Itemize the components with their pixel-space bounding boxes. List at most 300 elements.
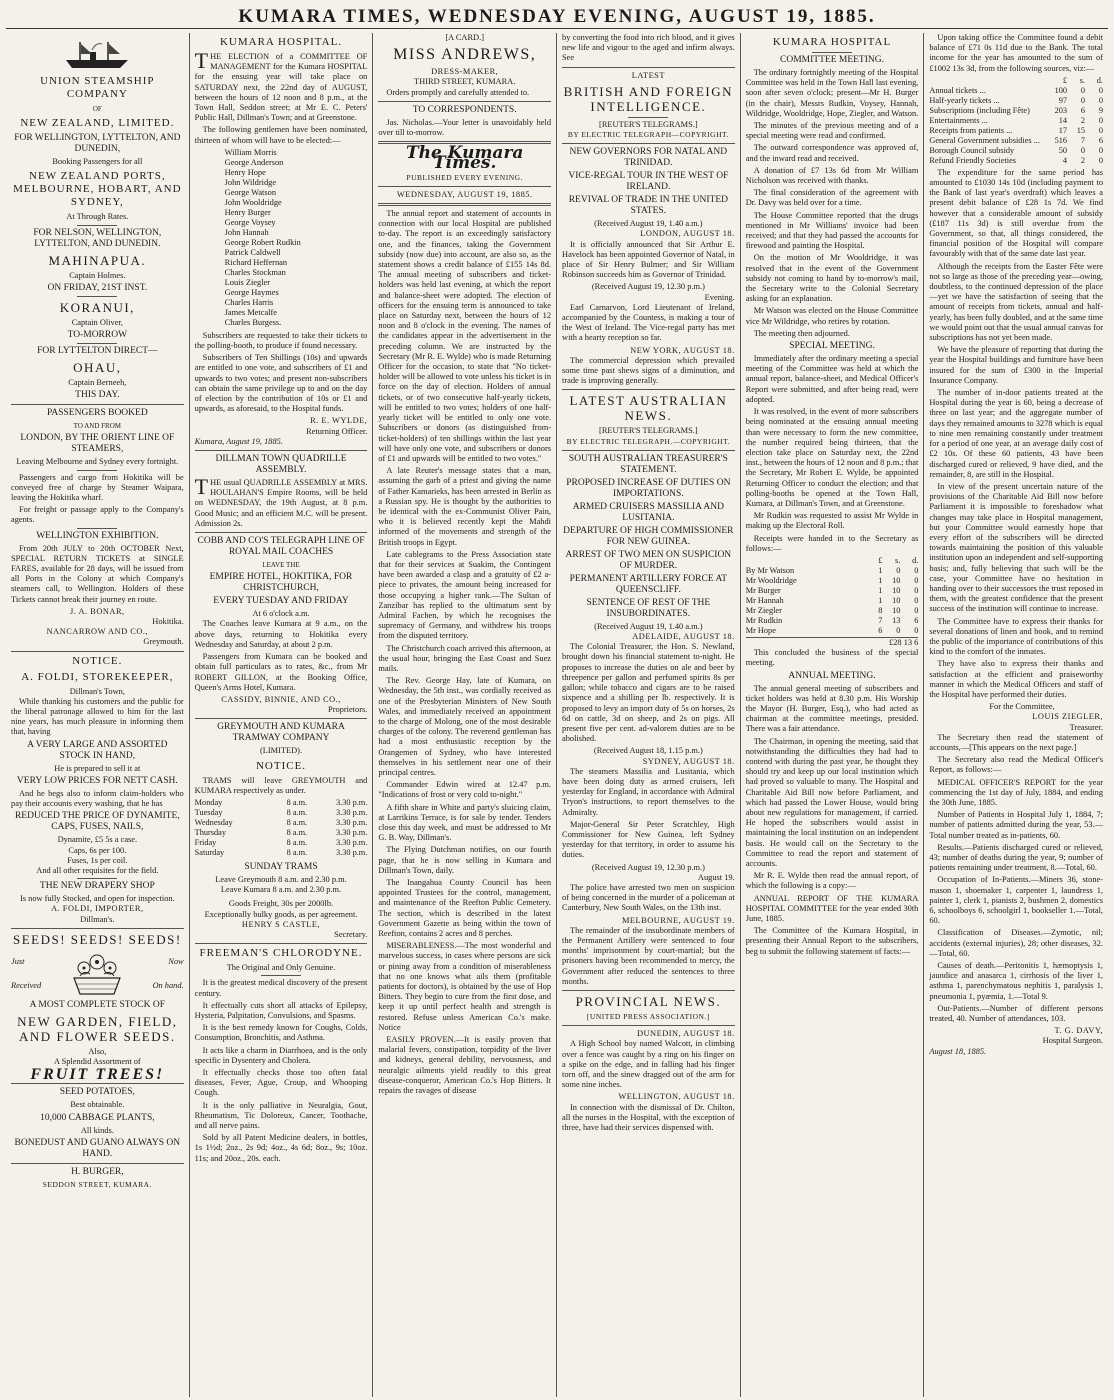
headline-artillery: PERMANENT ARTILLERY FORCE AT QUEENSCLIFF.: [569, 573, 728, 595]
schedule-am: 8 a.m.: [286, 827, 308, 837]
special-4: Receipts were handed in to the Secretary as follows:—: [745, 533, 919, 553]
provincial-heading: PROVINCIAL NEWS.: [575, 993, 722, 1009]
quadrille-text: THE usual QUADRILLE ASSEMBLY at MRS. HOULAHAN'S Empire Rooms, will be held on WEDNESDAY, the 19th August, at 8 p.m. Good Music; and an efficient M.C. will be present. Admission 2s.: [194, 474, 368, 528]
money-s: 2: [1080, 155, 1086, 165]
tramway-limited: (LIMITED).: [259, 746, 303, 756]
money-d: 0: [914, 605, 919, 615]
money-s: 2: [1080, 115, 1086, 125]
medical-4: Classification of Diseases.—Zymotic, nil; accidents (external injuries), 28; other diseases, 32.—Total, 60.: [929, 928, 1104, 958]
australian-news-heading: LATEST AUSTRALIAN NEWS.: [569, 393, 728, 424]
electric-telegraph: BY ELECTRIC TELEGRAPH—COPYRIGHT.: [567, 130, 729, 140]
sunday-greymouth: Leave Greymouth 8 a.m. and 2.30 p.m.: [215, 874, 347, 884]
meeting-8: Mr Watson was elected on the House Committee vice Mr Wildridge, who retires by rotation.: [745, 306, 919, 326]
dateline-dunedin: DUNEDIN, AUGUST 18.: [636, 1029, 735, 1039]
sunday-kumara: Leave Kumara 8 a.m. and 2.30 p.m.: [220, 885, 342, 895]
report-3: Although the receipts from the Easter Fête were not so large as those of the preceding year—owing, doubtless, to the continued depression of the place—yet we have the satisfaction of seeing that the amount of receipts from tickets, annual and half-yearly, has been fully doubled, and at the same time we would point out that the usual annual canvas for subscriptions has not yet been made.: [929, 261, 1104, 343]
ohau: OHAU,: [73, 360, 122, 376]
ziegler-name: LOUIS ZIEGLER,: [1032, 712, 1104, 722]
money-name: Mr Wooldridge: [745, 575, 797, 585]
money-name: Half-yearly tickets ...: [929, 95, 1000, 105]
continued-text: by converting the food into rich blood, and it gives new life and vigour to the aged and infirm always. See: [562, 33, 735, 63]
money-l: 8: [878, 605, 883, 615]
money-row: [746, 606, 919, 616]
money-s: 10: [892, 595, 901, 605]
mahinapua: MAHINAPUA.: [48, 252, 147, 268]
money-d: 0: [1098, 95, 1104, 105]
meeting-2: The minutes of the previous meeting and of a special meeting were read and confirmed.: [745, 121, 919, 141]
australian-reuters: [REUTER'S TELEGRAMS.]: [599, 426, 698, 436]
headline-duties: PROPOSED INCREASE OF DUTIES ON IMPORTATIONS.: [566, 477, 731, 499]
column-5: [741, 33, 925, 1397]
proprietors: Proprietors.: [328, 705, 368, 715]
cargo-text: Passengers and cargo from Hokitika will be conveyed free of charge by Steamer Waipara, leaving the Hokitika wharf.: [11, 472, 184, 503]
money-row: [746, 566, 919, 576]
sunday-trams: SUNDAY TRAMS: [244, 861, 318, 872]
chlorodyne-6: It is the only palliative in Neuralgia, Gout, Rheumatism, Tic Doloreux, Cancer, Toothache, and all nerve pains.: [194, 1100, 368, 1130]
passengers-booked: PASSENGERS BOOKED: [46, 408, 148, 419]
money-header-row: [746, 556, 919, 566]
steamship-icon: [11, 37, 184, 71]
schedule-day: Monday: [194, 797, 223, 807]
schedule-day: Friday: [194, 837, 217, 847]
requisites: And all other requisites for the field.: [36, 865, 159, 875]
annual-report-title: ANNUAL REPORT OF THE KUMARA HOSPITAL COMMITTEE for the year ended 30th June, 1885.: [745, 893, 919, 924]
report-10: The Secretary also read the Medical Officer's Report, as follows:—: [929, 755, 1104, 775]
special-5: This concluded the business of the special meeting.: [745, 648, 919, 668]
money-name: Mr Burger: [745, 585, 781, 595]
provincial-2: In connection with the dismissal of Dr. Chilton, all the nurses in the Hospital, with the exception of three, have had their services dispensed with.: [562, 1102, 735, 1133]
chlorodyne-3: It is the best remedy known for Coughs, Colds, Consumption, Bronchitis, and Asthma.: [194, 1023, 368, 1043]
money-d: 0: [1098, 115, 1104, 125]
money-name: Annual tickets ...: [929, 85, 986, 95]
assortment: A Splendid Assortment of: [53, 1056, 141, 1066]
editorial-8: The Flying Dutchman notifies, on our fourth page, that he is now selling in Kumara and Dillman's Town, daily.: [378, 845, 552, 875]
received-2: (Received August 19, 12.30 p.m.): [591, 282, 705, 292]
nominee-name: Henry Burger: [224, 207, 271, 217]
receipts-total: £28 13 6: [746, 637, 919, 648]
drapery-heading: THE NEW DRAPERY SHOP: [39, 881, 155, 892]
schedule-am: 8 a.m.: [286, 847, 308, 857]
money-s: 13: [892, 615, 901, 625]
special-1: Immediately after the ordinary meeting a special meeting of the Committee was held at which the annual report, balance-sheet, and Medical Officer's Report were submitted, and after being read, were adopted.: [745, 354, 919, 404]
received-label: Received: [11, 980, 42, 990]
chlorodyne-2: It effectually cuts short all attacks of Epilepsy, Hysteria, Palpitation, Convulsions, and Spasms.: [194, 1000, 368, 1020]
reuters-label: [REUTER'S TELEGRAMS.]: [599, 119, 698, 129]
money-l: 1: [878, 595, 883, 605]
nominee-name: George Haymes: [224, 287, 279, 297]
now-label: Now: [168, 956, 184, 966]
schedule-pm: 3.30 p.m.: [335, 837, 368, 847]
large-stock: A VERY LARGE AND ASSORTED STOCK IN HAND,: [27, 739, 168, 761]
money-l: 97: [1058, 95, 1068, 105]
column-6: [924, 33, 1108, 1397]
coaches-text: The Coaches leave Kumara at 9 a.m., on the above days, returning to Hokitika every Wednesday and Saturday, at about 2 p.m.: [194, 619, 368, 649]
annual-2: The Chairman, in opening the meeting, said that notwithstanding the difficulties they had had to contend with during the past year, he thought they should try and keep up our local institution which had proved so valuable to many. The Hospital and Charitable Aid Bill now before Parliament, and which had passed the Lower House, would bring about new regulations for management, if carried. He hoped the subscribers would assist in maintaining the local institution on an independent basis. He would call on the Secretary to the Committee to read the report and statement of accounts.: [745, 736, 919, 868]
headline-sentence: SENTENCE OF REST OF THE INSUBORDINATES.: [586, 597, 711, 619]
column-4: [557, 33, 741, 1397]
nominee-name: George Anderson: [224, 157, 284, 167]
flower-basket-illustration: [11, 950, 184, 998]
meeting-9: The meeting then adjourned.: [753, 328, 850, 338]
bonar-place: Hokitika.: [152, 617, 184, 627]
medical-3: Occupation of In-Patients.—Miners 36, stone-mason 1, shoemaker 1, carpenter 1, laundress 1, painter 1, clerk 1, pianists 2, bushmen 2, domestics 6, schoolboys 6, schoolgirl 1, bookseller 1.—Total, 60.: [929, 875, 1104, 926]
goods-freight: Goods Freight, 30s per 2000lb.: [228, 899, 334, 909]
special-meeting: SPECIAL MEETING.: [789, 341, 875, 352]
headline-vice-regal: VICE-REGAL TOUR IN THE WEST OF IRELAND.: [568, 171, 729, 193]
chlorodyne-4: It acts like a charm in Diarrhoea, and is the only specific in Dysentery and Cholera.: [194, 1045, 368, 1065]
headline-arrest: ARREST OF TWO MEN ON SUSPICION OF MURDER.: [565, 549, 732, 571]
money-row: [746, 586, 919, 596]
nominee-name: William Morris: [224, 147, 277, 157]
money-name: General Government subsidies ...: [929, 135, 1040, 145]
just-label: Just: [11, 956, 25, 966]
dateline-evening: Evening.: [704, 292, 735, 302]
nominee-name: John Wooldridge: [224, 197, 282, 207]
nancarrow: NANCARROW AND CO.,: [46, 627, 149, 637]
nominated-text: The following gentlemen have been nominated, thirteen of whom will have to be elected:—: [194, 125, 368, 145]
on-hand-label: On hand.: [152, 980, 184, 990]
editorial-2: A late Reuter's message states that a man, assuming the garb of a priest and giving the name of Father Kamarieks, has been arrested in Berlin as a Russian spy. He is thought by the authorities to be identical with the ex-Communist Oliver Pain, who it is believed recently kept the Mahdi informed of the movements and strength of the British troops in Egypt.: [378, 466, 552, 547]
koranui: KORANUI,: [59, 299, 135, 315]
complete-stock: A MOST COMPLETE STOCK OF: [29, 999, 165, 1010]
money-s: 10: [892, 585, 901, 595]
correspondents-text: Jas. Nicholas.—Your letter is unavoidably held over till to-morrow.: [378, 117, 552, 138]
drapery-text: Is now fully Stocked, and open for inspection.: [19, 894, 175, 904]
exhibition-heading: WELLINGTON EXHIBITION.: [36, 530, 159, 541]
foldi-text: While thanking his customers and the public for the liberal patronage allowed to him for the last nine years, has much pleasure in informing them that, having: [11, 696, 184, 737]
hospital-heading: KUMARA HOSPITAL.: [219, 36, 343, 48]
annual-3: Mr R. E. Wylde then read the annual report, of which the following is a copy:—: [745, 871, 919, 891]
money-s: 0: [896, 625, 901, 635]
money-d: 6: [914, 615, 919, 625]
coaches-text-2: Passengers from Kumara can be booked and obtain full particulars as to rates, &c., from Mr ROBERT GILLON, at the Booking Office, Queen's Arms Hotel, Kumara.: [194, 652, 368, 692]
election-text: THE ELECTION of a COMMITTEE OF MANAGEMENT for the Kumara HOSPITAL for the ensuing year will take place on SATURDAY next, the 22nd day of AUGUST, between the hours of 12 noon and 8 p.m., at the Town Hall, Seddon street; at Mr E. C. Peters' Public Hall, Dillman's Town; and at Greenstone.: [194, 48, 368, 123]
koranui-date: TO-MORROW: [67, 330, 128, 341]
meeting-6: The House Committee reported that the drugs mentioned in Mr Williams' invoice had been received; and that they had passed the accounts for firewood and painting the Hospital.: [745, 210, 919, 251]
best-obtainable: Best obtainable.: [70, 1100, 125, 1110]
special-3: Mr Rudkin was requested to assist Mr Wylde in making up the Electoral Roll.: [745, 511, 919, 531]
caps-price: Caps, 6s per 100.: [68, 845, 127, 855]
annual-meeting: ANNUAL MEETING.: [788, 670, 876, 681]
fruit-trees: FRUIT TREES!: [30, 1066, 165, 1084]
medical-5: Causes of death.—Peritonitis 1, hæmoptysis 1, jaundice and anasarca 1, cirrhosis of the liver 1, asthma 1, parenchymatous nephitis 1, paralysis 1, pneumonia 1, pyæmia, 1.—Total 9.: [929, 961, 1104, 1001]
report-4: We have the pleasure of reporting that during the year the Hospital buildings and furniture have been insured for the sum of £300 in the Imperial Insurance Company.: [929, 345, 1104, 385]
dynamite-price: Dynamite, £5 5s a case.: [57, 835, 138, 845]
telegram-8: The remainder of the insubordinate members of the Permanent Artillery were sentenced to four months' imprisonment by court-martial; but the prisoners having been recommended to mercy, the Government after reduced the sentences to three months.: [562, 925, 735, 986]
editorial-7: A fifth share in White and party's sluicing claim, at Larrikins Terrace, is for sale by tender. Tenders close this day week, and must be addressed to Mr G. B. Way, Dillman's.: [378, 802, 552, 843]
editorial-6: Commander Edwin wired at 12.47 p.m. "Indications of frost or very cold to-night.": [378, 780, 552, 800]
money-row: [746, 576, 919, 586]
tram-notice: NOTICE.: [255, 759, 307, 772]
usc-of: OF: [92, 105, 102, 113]
received-4: (Received August 18, 1.15 p.m.): [593, 746, 703, 756]
report-2: The expenditure for the same period has amounted to £1030 14s 10d (including payment to the Bank of last year's overdraft) which leaves a present debit balance of £28 1s 7d. We find however that a considerable amount of subsidy (£187 11s 3d) is still overdue from the Government, so that, all things considered, the financial position of the Hospital will compare favourably with that of the same date last year.: [929, 167, 1104, 259]
dateline-melbourne: MELBOURNE, AUGUST 19.: [621, 915, 735, 925]
money-name: Entertainments ...: [929, 115, 988, 125]
tramway-heading: GREYMOUTH AND KUMARA TRAMWAY COMPANY: [217, 722, 345, 744]
meeting-3: The outward correspondence was approved of, and the inward read and received.: [745, 143, 919, 163]
money-name: Borough Council subsidy: [929, 145, 1015, 155]
money-row: [746, 616, 919, 626]
mahinapua-captain: Captain Holmes.: [69, 270, 126, 280]
money-name: By Mr Watson: [745, 565, 795, 575]
dateline-adelaide: ADELAIDE, AUGUST 18.: [632, 632, 735, 642]
medical-date: August 18, 1885.: [929, 1046, 987, 1056]
schedule-pm: 3.30 p.m.: [335, 797, 368, 807]
money-d: 0: [1098, 125, 1104, 135]
money-name: Mr Hope: [745, 625, 776, 635]
davy-name: T. G. DAVY,: [1054, 1026, 1104, 1036]
schedule-day: Saturday: [194, 847, 225, 857]
nominee-name: Charles Stockman: [224, 267, 286, 277]
meeting-1: The ordinary fortnightly meeting of the Hospital Committee was held in the Town Hall last evening, soon after seven o'clock; present—Mr H. Burger (in the chair), Messrs Rudkin, Voysey, Hannah, Wildridge, Wooldridge, Hope, Ziegler, and Watson.: [745, 68, 919, 118]
nominee-name: Louis Ziegler: [224, 277, 271, 287]
dateline-london: LONDON, AUGUST 18.: [640, 229, 735, 239]
telegram-2: Earl Carnarvon, Lord Lieutenant of Ireland, accompanied by the Countess, is making a tour of the West of Ireland. The Vice-regal party has met with a hearty reception so far.: [562, 302, 735, 343]
nominee-name: Charles Harris: [224, 297, 274, 307]
reduced-price: REDUCED THE PRICE OF DYNAMITE, CAPS, FUSES, NAILS,: [14, 811, 180, 833]
schedule-am: 8 a.m.: [286, 797, 308, 807]
headline-governors: NEW GOVERNORS FOR NATAL AND TRINIDAD.: [569, 147, 728, 169]
usc-title: UNION STEAMSHIP COMPANY: [40, 75, 155, 100]
provincial-1: A High School boy named Walcott, in climbing over a fence was caught by a ring on his finger on a spike on the edge, and in falling had his finger torn off, and the sinew dragged out of the arm for some nine inches.: [562, 1039, 735, 1090]
telegram-4: The Colonial Treasurer, the Hon. S. Newland, brought down his financial statement to-night. He proposes to increase the duties on ale and beer by threepence per gallon and perfumed spirits 8s per gallon; while tobacco and cigars are to be raised sixpence and a shilling per lb. respectively. It is proposed to levy an import duty of 5s on horses, 2s 6d on cattle, 3d on sheep, and 2s on pigs. All present five per cent. ad-valorem duties are to be abolished.: [562, 642, 735, 744]
money-row: [929, 96, 1103, 106]
editorial-9: The Inangahua County Council has been appointed Trustees for the control, management, and maintenance of the Reefton Public Cemetery. The section, which is described in the latest Government Gazette as being within the town of Reefton, contains 2 acres and 8 perches.: [378, 878, 552, 939]
to-from: TO AND FROM: [73, 422, 121, 431]
empire-hotel: EMPIRE HOTEL, HOKITIKA, FOR CHRISTCHURCH,: [209, 572, 353, 594]
ohau-captain: Captain Berneeh,: [68, 378, 127, 388]
money-d: 0: [1098, 145, 1104, 155]
money-d: 0: [1098, 155, 1104, 165]
money-d: 0: [914, 585, 919, 595]
foldi-storekeeper: A. FOLDI, STOREKEEPER,: [21, 670, 174, 683]
editorial-3: Late cablegrams to the Press Association state that for their services at Suakim, the Contingent have been awarded a clasp and a gratuity of £2 a-piece to privates, the amount being increased for those occupying a higher rank.—The Sultan of Zanzibar has replied to the ultimatum sent by Admiral Fachen, by which he recognises the supremacy of Germany, and withdrew his troops from the disputed territory.: [378, 549, 552, 641]
editorial-5: The Rev. George Hay, late of Kumara, on Wednesday, the 5th inst., was cordially received as one of the Presbyterian Ministers of New South Wales, and immediately received an appointment to the charge of Molong, one of the most desirable charges of the colony. The reverend gentleman has had a most enthusiastic reception by the Orangemen of Sydney, who have interested themselves in his settlement near one of their principal centres.: [378, 676, 552, 777]
tram-secretary: Secretary.: [334, 929, 368, 939]
chlorodyne-5: It effectually checks those too often fatal diseases, Fever, Ague, Croup, and Whooping Cough.: [194, 1067, 368, 1098]
money-d: 0: [914, 595, 919, 605]
money-row: [929, 156, 1103, 166]
money-s: 6: [1080, 105, 1086, 115]
koranui-captain: Captain Oliver,: [71, 317, 123, 327]
nominee-name: James Metcalfe: [224, 307, 277, 317]
for-wellington: FOR WELLINGTON, LYTTELTON, AND DUNEDIN,: [14, 133, 181, 155]
money-l: 17: [1058, 125, 1068, 135]
subscribers-text-2: Subscribers of Ten Shillings (10s) and upwards are entitled to one vote, and subscribers of £1 and upwards to two votes; and present non-subscribers can obtain the same privilege up to and on the day of election by the contribution of 10s or £1 and upwards, as aforesaid, to the Hospital funds.: [194, 353, 368, 414]
money-s: 10: [892, 575, 901, 585]
money-l: 1: [878, 565, 883, 575]
leave-the: LEAVE THE: [262, 561, 300, 570]
through-rates: At Through Rates.: [66, 212, 129, 222]
telegram-5: The steamers Massilia and Lusitania, which have been doing duty as armed cruisers, left yesterday for England, in accordance with Admiral Tryon's instructions, to report themselves to the Admiralty.: [562, 766, 735, 817]
editorial-1: The annual report and statement of accounts in connection with our local Hospital are published to-day. The report is an exceedingly satisfactory one, and the finances, taking the Government subsidy (now due) into account, are also so, as the statement shows a credit balance of £155 14s 8d. The annual meeting of subscribers and ticket-holders was held last evening, at which the report and balance-sheet were adopted. The election of officers for the ensuing term is announced to take place on Saturday next, between the hours of 12 noon and 8 o'clock in the evening. The names of the candidates appear in the advertisement in the preceding column. We are instructed by the Secretary (Mr R. E. Wylde) who is made Returning Officer for the occasion, to state that "No ticket-holder will be allowed to vote unless his ticket is in force on the day of election. Holders of annual tickets, or of two consecutive half-yearly tickets, will be entitled to two votes; holders of one half-yearly ticket will be entitled to only one vote. Subscribers or donors (as distinguished from-ticket-holders) of ten shillings within the last year will have only one vote, and subscribers or donors of £1 and upwards will be entitled to two votes.": [378, 209, 552, 463]
edition-date: WEDNESDAY, AUGUST 19, 1885.: [396, 189, 533, 199]
freight-text: For freight or passage apply to the Company's agents.: [11, 505, 184, 525]
annual-4: The Committee of the Kumara Hospital, in presenting their Annual Report to the subscribers, beg to submit the following statement of facts:—: [745, 926, 919, 956]
subscribers-text: Subscribers are requested to take their tickets to the polling-booth, to produce if found necessary.: [194, 330, 368, 351]
money-name: Mr Hannah: [745, 595, 784, 605]
money-row: [746, 626, 919, 636]
masthead: KUMARA TIMES, WEDNESDAY EVENING, AUGUST 19, 1885.: [6, 6, 1108, 29]
for-lyttelton: FOR LYTTELTON DIRECT—: [37, 346, 158, 357]
money-s: 7: [1080, 135, 1086, 145]
telegram-1: It is officially announced that Sir Arthur E. Havelock has been appointed Governor of Natal, in place of Sir Henry Bulmer; and Sir William Robinson succeeds him as Governor of Trinidad.: [562, 239, 735, 280]
medical-2: Results.—Patients discharged cured or relieved, 43; number of deaths during the year, 9; number of patients remaining under treatment, 8.—Total, 60.: [929, 842, 1104, 873]
income-table: [929, 76, 1103, 166]
schedule-pm: 3.30 p.m.: [335, 847, 368, 857]
mahinapua-date: ON FRIDAY, 21ST INST.: [47, 282, 148, 293]
schedule-row: [195, 838, 368, 848]
money-row: [929, 126, 1103, 136]
trams-text: TRAMS will leave GREYMOUTH and KUMARA respectively as under.: [194, 775, 368, 795]
columns: [6, 33, 1108, 1397]
special-2: It was resolved, in the event of more subscribers being nominated at the ensuing annual meeting than were necessary to form the new committee, the number required being thirteen, that the election take place on Saturday next, the 22nd inst., between the hours of 12 noon and 8 p.m.; that the Secretary, Mr Robert E. Wylde, be appointed Returning Officer to conduct the election; and that polling-booths be opened at the Town Hall, Kumara, at Dillman's Town, and at Greenstone.: [745, 407, 919, 508]
schedule-day: Tuesday: [194, 807, 223, 817]
money-s: 0: [896, 565, 901, 575]
for-nelson: FOR NELSON, WELLINGTON, LYTTELTON, AND DUNEDIN.: [33, 227, 162, 249]
money-header: s.: [1079, 75, 1086, 85]
headline-cruisers: ARMED CRUISERS MASSILIA AND LUSITANIA.: [572, 501, 724, 523]
dateline-wellington: WELLINGTON, AUGUST 18.: [618, 1092, 735, 1102]
ohau-date: THIS DAY.: [75, 390, 120, 401]
money-header: s.: [895, 555, 901, 565]
schedule-row: [195, 828, 368, 838]
schedule-pm: 3.30 p.m.: [335, 817, 368, 827]
headline-revival: REVIVAL OF TRADE IN THE UNITED STATES.: [568, 195, 728, 217]
received-3: (Received August 19, 1.40 a.m.): [594, 621, 703, 631]
headline-sa: SOUTH AUSTRALIAN TREASURER'S STATEMENT.: [568, 453, 728, 475]
original-genuine: The Original and Only Genuine.: [226, 963, 336, 973]
medical-6: Out-Patients.—Number of different persons treated, 40. Number of attendances, 103.: [929, 1003, 1104, 1024]
schedule-day: Thursday: [194, 827, 227, 837]
foldi-importer-town: Dillman's.: [80, 914, 115, 924]
foldi-importer: A. FOLDI, IMPORTER,: [51, 904, 144, 914]
money-name: Refund Friendly Societies: [929, 155, 1017, 165]
medical-1: Number of Patients in Hospital July 1, 1884, 7; number of patients admitted during the year, 53.—Total number treated as in-patients, 60.: [929, 810, 1104, 840]
editorial-11: EASILY PROVEN.—It is easily proven that malarial fevers, constipation, torpidity of the liver and kidneys, general debility, nervousness, and neuralgic ailments yield readily to this great disease-conqueror, American Co.'s Hop Bitters. It repairs the ravages of disease: [378, 1035, 552, 1096]
correspondents-heading: TO CORRESPONDENTS.: [412, 104, 517, 115]
schedule-am: 8 a.m.: [286, 807, 308, 817]
orders-text: Orders promptly and carefully attended to.: [386, 87, 530, 97]
money-s: 15: [1076, 125, 1086, 135]
treasurer: Treasurer.: [1069, 722, 1104, 732]
money-l: 100: [1054, 85, 1068, 95]
bulky-goods: Exceptionally bulky goods, as per agreement.: [204, 909, 358, 919]
published-every-evening: PUBLISHED EVERY EVENING.: [406, 172, 523, 182]
money-header-row: [929, 76, 1103, 86]
also: Also,: [88, 1046, 107, 1056]
received-5: (Received August 19, 12.30 p.m.): [591, 862, 705, 872]
column-2: [190, 33, 374, 1397]
annual-1: The annual general meeting of subscribers and ticket holders was held at 8.30 p.m. His Worship the Mayor (H. Burger, Esq.), who had acted as chairman at the committee meetings, presided. There was a fair attendance.: [745, 683, 919, 734]
editorial-4: The Christchurch coach arrived this afternoon, at the usual hour, bringing the East Coast and Suez mails.: [378, 643, 552, 673]
third-street: THIRD STREET, KUMARA.: [414, 77, 516, 87]
money-header: £: [1062, 75, 1068, 85]
committee-meeting: COMMITTEE MEETING.: [780, 55, 884, 65]
money-header: d.: [912, 555, 919, 565]
notice-heading: NOTICE.: [72, 654, 123, 667]
money-header: £: [878, 555, 883, 565]
all-kinds: All kinds.: [80, 1125, 114, 1135]
nominee-name: Henry Hope: [224, 167, 266, 177]
freeman-heading: FREEMAN'S CHLORODYNE.: [199, 947, 363, 960]
nominee-name: Patrick Caldwell: [224, 247, 281, 257]
nominee-name: John Wildridge: [224, 177, 277, 187]
returning-officer: Returning Officer.: [306, 426, 368, 436]
exhibition-text: From 20th JULY to 20th OCTOBER Next, SPECIAL RETURN TICKETS at SINGLE FARES, available for 28 days, will be issued from all Ports in the Colony at which Company's steamers call, to Wellington. Holders of these Tickets cannot break their journey en route.: [11, 543, 184, 604]
hospital-meeting-heading: KUMARA HOSPITAL: [772, 36, 892, 48]
for-committee: For the Committee,: [989, 702, 1055, 712]
schedule-day: Wednesday: [194, 817, 233, 827]
money-name: Receipts from patients ...: [929, 125, 1013, 135]
ports: NEW ZEALAND PORTS, MELBOURNE, HOBART, AND SYDNEY,: [13, 170, 182, 209]
money-l: 14: [1058, 115, 1068, 125]
money-s: 0: [1080, 95, 1086, 105]
money-l: 7: [878, 615, 883, 625]
tram-schedule: [195, 798, 368, 858]
editorial-10: MISERABLENESS.—The most wonderful and marvelous success, in cases where persons are sick or pining away from a condition of miserableness that no one knows what ails them (profitable patients for doctors), is obtained by the use of Hop Bitters. They begin to cure from the first dose, and keep it up until perfect health and strength is restored. Refuse unless American Co.'s make. Notice: [378, 941, 552, 1032]
nominee-name: Richard Heffernan: [224, 257, 288, 267]
medical-report-title: MEDICAL OFFICER'S REPORT for the year commencing the 1st day of July, 1884, and ending the 30th June, 1885.: [929, 777, 1104, 807]
nominee-name: John Hannah: [224, 227, 269, 237]
meeting-5: The final consideration of the agreement with Dr. Davy was held over for a time.: [745, 188, 919, 208]
notice-date: Kumara, August 19, 1885.: [194, 436, 283, 446]
bonedust-guano: BONEDUST AND GUANO ALWAYS ON HAND.: [14, 1137, 181, 1159]
dateline-aug19: August 19.: [697, 872, 735, 882]
paper-title: The Kumara Times.: [405, 143, 524, 174]
every-tuesday: EVERY TUESDAY AND FRIDAY: [213, 596, 349, 607]
miss-andrews: MISS ANDREWS,: [393, 46, 537, 64]
usc-nz: NEW ZEALAND, LIMITED.: [20, 117, 175, 130]
money-l: 516: [1054, 135, 1068, 145]
at-six: At 6 o'clock a.m.: [252, 609, 310, 619]
cabbage-plants: 10,000 CABBAGE PLANTS,: [40, 1112, 155, 1123]
schedule-row: [195, 848, 368, 858]
dateline-new-york: NEW YORK, AUGUST 18.: [630, 345, 735, 355]
upa-label: [UNITED PRESS ASSOCIATION.]: [586, 1011, 710, 1021]
money-d: 9: [1098, 105, 1104, 115]
column-1: [6, 33, 190, 1397]
money-d: 0: [1098, 85, 1104, 95]
money-s: 0: [1080, 145, 1086, 155]
report-8: They have also to express their thanks and satisfaction at the efficient and praiseworthy manner in which the Medical Officers and staff of the Hospital have performed their duties.: [929, 659, 1104, 699]
burger-name: H. BURGER,: [71, 1166, 124, 1177]
nominee-name: George Watson: [224, 187, 277, 197]
nominee-name: George Robert Rudkin: [224, 237, 301, 247]
money-name: Subscriptions (including Fête): [929, 105, 1030, 115]
money-l: 1: [878, 575, 883, 585]
headline-commissioner: DEPARTURE OF HIGH COMMISSIONER FOR NEW GUINEA.: [563, 525, 734, 547]
australian-electric: BY ELECTRIC TELEGRAPH.—COPYRIGHT.: [566, 436, 731, 446]
money-d: 6: [1098, 135, 1104, 145]
foldi-town: Dillman's Town,: [69, 686, 125, 696]
nominee-name: George Voysey: [224, 217, 276, 227]
money-name: Mr Ziegler: [745, 605, 782, 615]
money-l: 50: [1058, 145, 1068, 155]
money-name: Mr Rudkin: [745, 615, 783, 625]
report-9: The Secretary then read the statement of accounts,—[This appears on the next page.]: [929, 732, 1104, 752]
meeting-4: A donation of £7 13s 6d from Mr William Nicholson was received with thanks.: [745, 165, 919, 186]
schedule-am: 8 a.m.: [286, 817, 308, 827]
money-header: d.: [1096, 75, 1104, 85]
telegram-7: The police have arrested two men on suspicion of being concerned in the murder of a policeman at Canterbury, New South Wales, on the 13th inst.: [562, 882, 735, 913]
money-row: [929, 116, 1103, 126]
seeds-heading: SEEDS! SEEDS! SEEDS!: [12, 931, 182, 947]
money-s: 10: [892, 605, 901, 615]
schedule-pm: 3.30 p.m.: [335, 827, 368, 837]
london-orient: LONDON, BY THE ORIENT LINE OF STEAMERS,: [20, 433, 175, 455]
